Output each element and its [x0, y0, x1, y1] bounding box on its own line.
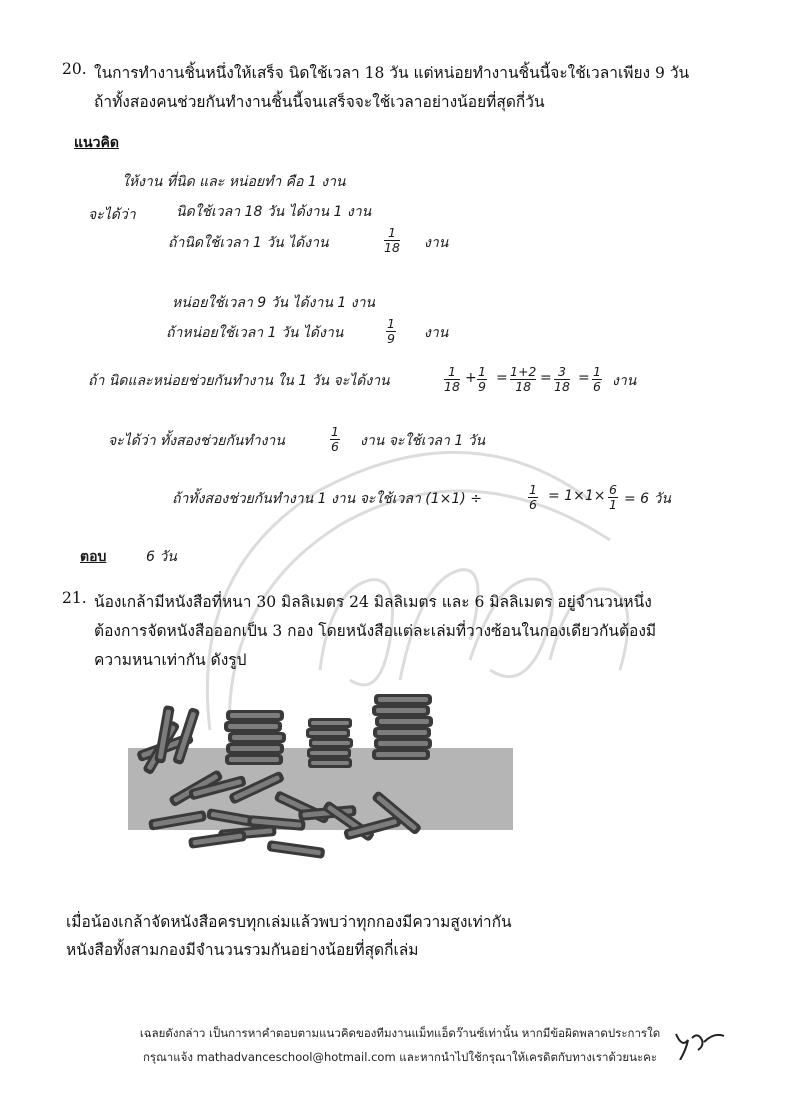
equals-1: = [496, 370, 508, 386]
work-row2: นิดใช้เวลา 18 วัน ได้งาน 1 งาน [176, 204, 372, 220]
q21-line2: ต้องการจัดหนังสือออกเป็น 3 กอง โดยหนังสือแต่ละเล่มที่วางซ้อนในกองเดียวกันต้องมี [94, 622, 657, 640]
fraction-d: 3 18 [554, 364, 570, 394]
work-row6-unit: งาน [612, 373, 637, 389]
answer-value: 6 วัน [146, 549, 177, 565]
q21-line4: เมื่อน้องเกล้าจัดหนังสือครบทุกเล่มแล้วพบว่าทุกกองมีความสูงเท่ากัน [66, 913, 512, 931]
q21-line1: น้องเกล้ามีหนังสือที่หนา 30 มิลลิเมตร 24 มิลลิเมตร และ 6 มิลลิเมตร อยู่จำนวนหนึ่ง [94, 593, 652, 611]
work-row5-left: ถ้าหน่อยใช้เวลา 1 วัน ได้งาน [166, 325, 344, 341]
equals-3: = [578, 370, 590, 386]
fraction-1-6: 1 6 [331, 424, 339, 454]
work-row8-mid: = 1×1× [548, 488, 606, 504]
plus-sign: + [465, 370, 477, 386]
work-row8-result: = 6 วัน [624, 491, 671, 507]
q20-approach-label: แนวคิด [74, 135, 119, 151]
handwritten-signature [670, 1028, 730, 1060]
work-row2-prefix: จะได้ว่า [88, 207, 136, 223]
stack-left [224, 710, 286, 765]
fraction-c: 1+2 18 [510, 364, 537, 394]
work-row1: ให้งาน ที่นิด และ หน่อยทำ คือ 1 งาน [122, 174, 346, 190]
fraction-a: 1 18 [444, 364, 460, 394]
work-row8-left: ถ้าทั้งสองช่วยกันทำงาน 1 งาน จะใช้เวลา (1×1) ÷ [172, 491, 482, 507]
footer-line1: เฉลยดังกล่าว เป็นการหาคำตอบตามแนวคิดของทีมงานแม็ทแอ็ดว๊านซ์เท่านั้น หากมีข้อผิดพลาดประการใด [139, 1026, 661, 1040]
fraction-1-9: 1 9 [387, 316, 395, 346]
work-row7-right: งาน จะใช้เวลา 1 วัน [360, 433, 486, 449]
fraction-1-18: 1 18 [384, 225, 400, 255]
answer-label: ตอบ [80, 549, 107, 565]
footer-line2: กรุณาแจ้ง mathadvanceschool@hotmail.com และหากนำไปใช้กรุณาให้เครดิตกับทางเราด้วยนะคะ [142, 1050, 658, 1064]
fraction-r8-a: 1 6 [529, 482, 537, 512]
work-row3-unit: งาน [424, 235, 449, 251]
q20-line2: ถ้าทั้งสองคนช่วยกันทำงานชิ้นนี้จนเสร็จจะใช้เวลาอย่างน้อยที่สุดกี่วัน [94, 93, 545, 111]
fraction-e: 1 6 [593, 364, 601, 394]
fraction-r8-b: 6 1 [609, 482, 617, 512]
work-row7-left: จะได้ว่า ทั้งสองช่วยกันทำงาน [108, 433, 285, 449]
work-row3-left: ถ้านิดใช้เวลา 1 วัน ได้งาน [168, 235, 329, 251]
book-stacks-illustration [128, 690, 513, 870]
work-row4: หน่อยใช้เวลา 9 วัน ได้งาน 1 งาน [172, 295, 375, 311]
q21-number: 21. [62, 589, 87, 607]
work-row6-left: ถ้า นิดและหน่อยช่วยกันทำงาน ใน 1 วัน จะได้งาน [88, 373, 390, 389]
stack-right [372, 694, 433, 760]
q20-line1: ในการทำงานชิ้นหนึ่งให้เสร็จ นิดใช้เวลา 18 วัน แต่หน่อยทำงานชิ้นนี้จะใช้เวลาเพียง 9 วัน [94, 64, 690, 82]
equals-2: = [540, 370, 552, 386]
work-row5-unit: งาน [424, 325, 449, 341]
stack-middle [306, 718, 353, 768]
fraction-b: 1 9 [478, 364, 486, 394]
q20-number: 20. [62, 60, 87, 78]
q21-line5: หนังสือทั้งสามกองมีจำนวนรวมกันอย่างน้อยที่สุดกี่เล่ม [66, 941, 419, 959]
q21-line3: ความหนาเท่ากัน ดังรูป [94, 651, 247, 669]
